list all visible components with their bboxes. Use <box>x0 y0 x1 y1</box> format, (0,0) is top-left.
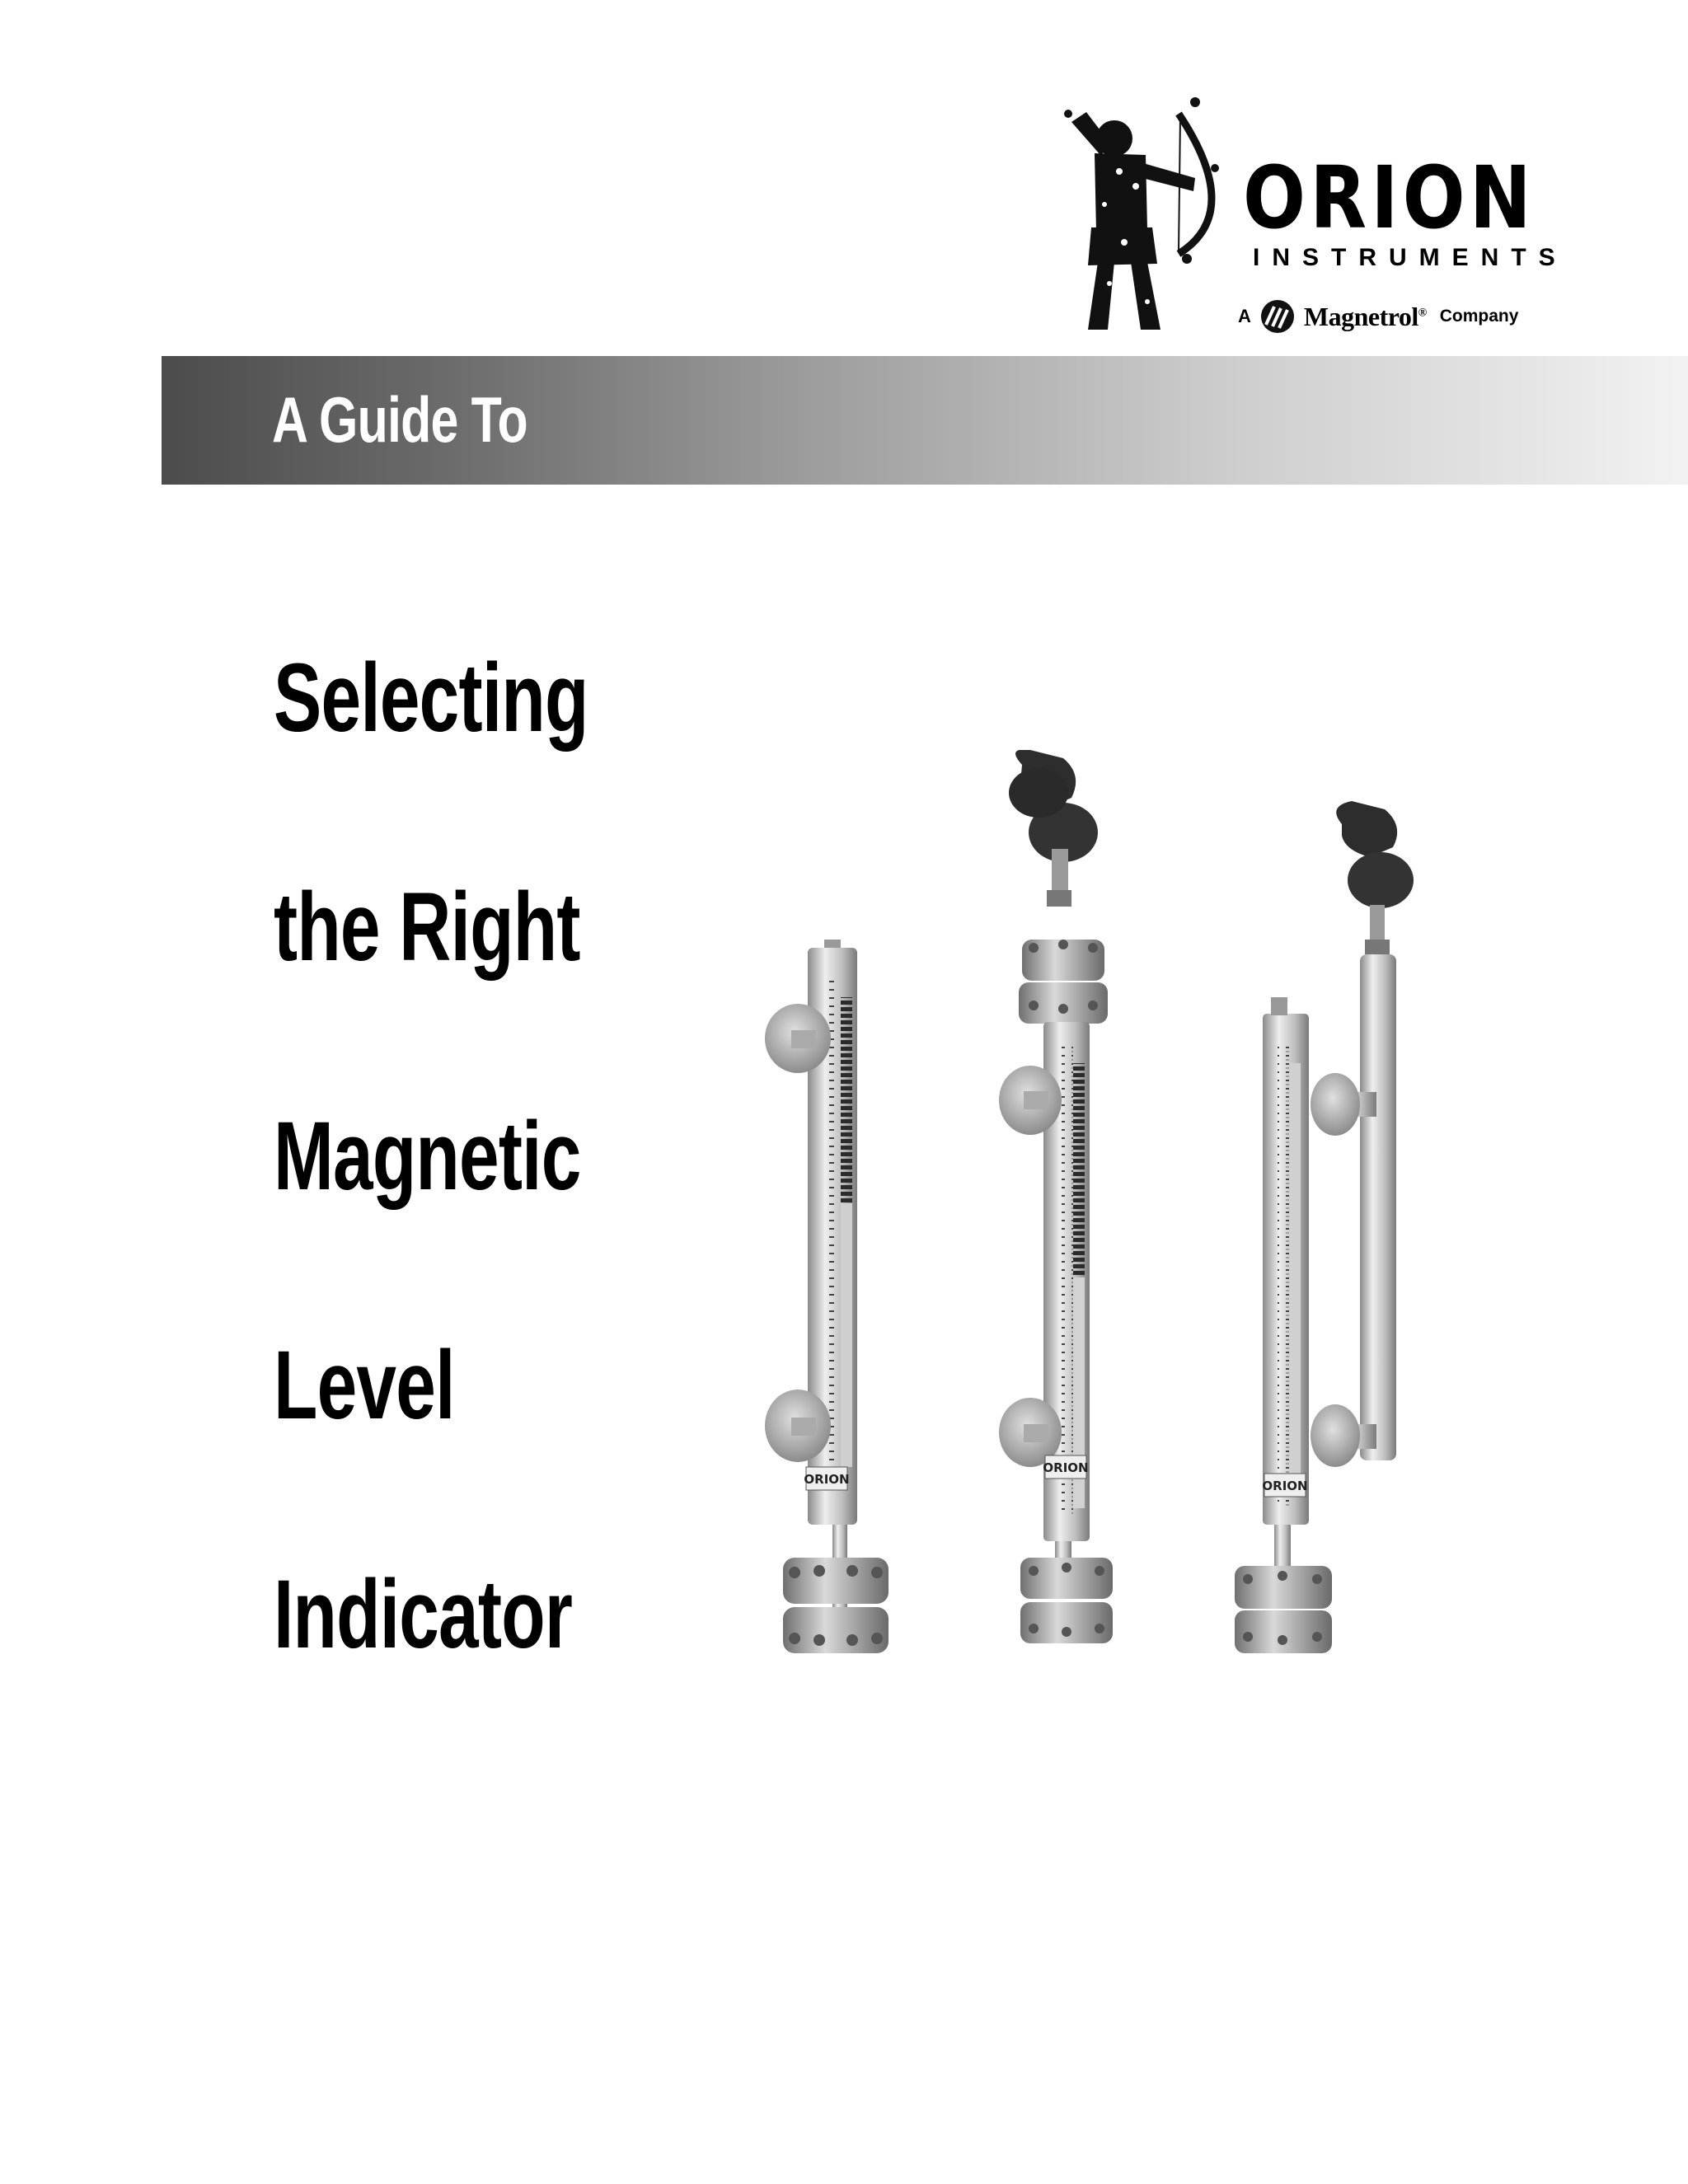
gauge-label: ORION <box>1043 1460 1089 1475</box>
magnetrol-mark-icon <box>1259 298 1296 335</box>
gauge-label: ORION <box>804 1472 850 1487</box>
brand-subtitle: INSTRUMENTS <box>1253 244 1568 271</box>
parent-prefix: A <box>1238 306 1251 326</box>
gauge-3 <box>1235 801 1414 1653</box>
parent-company <box>1238 298 1518 335</box>
title-line: the Right <box>274 873 580 982</box>
title-line: Level <box>274 1331 455 1440</box>
title-line: Selecting <box>274 644 588 752</box>
brand-name: ORION <box>1243 148 1536 248</box>
registered-mark: ® <box>1418 306 1427 319</box>
gauge-2 <box>999 750 1113 1643</box>
title-line: Indicator <box>274 1560 573 1669</box>
product-photo <box>758 750 1451 1673</box>
gauge-label: ORION <box>1262 1479 1308 1493</box>
gauge-1 <box>765 940 889 1653</box>
parent-suffix: Company <box>1439 307 1519 326</box>
title-line: Magnetic <box>274 1102 581 1211</box>
parent-name <box>1304 302 1427 332</box>
parent-name-text: Magnetrol <box>1303 301 1418 331</box>
archer-logo-icon <box>1055 89 1220 336</box>
banner-text: A Guide To <box>272 383 528 456</box>
